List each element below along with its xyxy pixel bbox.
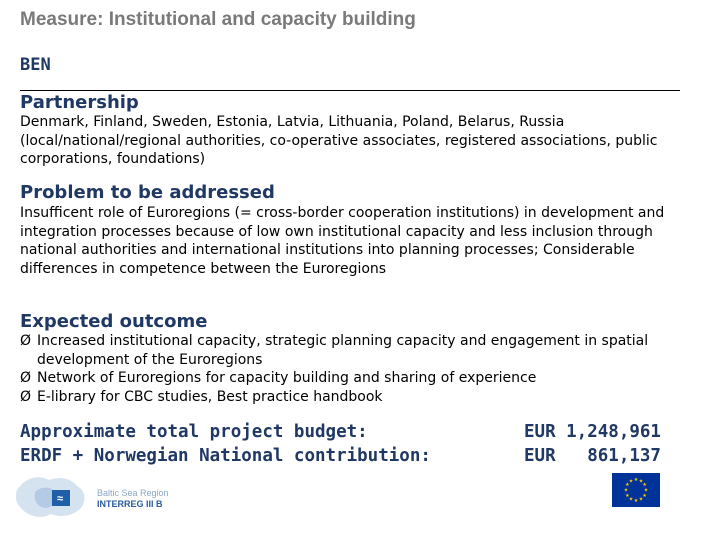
interreg-logo (15, 470, 169, 525)
budget-labels (20, 420, 431, 468)
section-code: BEN (20, 55, 51, 75)
svg-text:★: ★ (633, 477, 639, 483)
outcome-heading: Expected outcome (20, 311, 208, 332)
outcome-item: Ø Increased institutional capacity, strategic planning capacity and engagement in spatial development of the Euroregions (20, 333, 649, 368)
budget-amounts (524, 420, 661, 468)
erdf-contribution-amount: EUR 861,137 (524, 446, 661, 466)
svg-text:★: ★ (628, 478, 634, 485)
svg-text:★: ★ (642, 493, 647, 499)
partnership-heading: Partnership (20, 92, 139, 113)
arrow-bullet-icon: Ø (20, 370, 32, 386)
svg-text:★: ★ (638, 478, 644, 485)
problem-text: Insufficent role of Euroregions (= cross-border cooperation institutions) in development and integration processes because of low own institutional capacity and less inclusion through national authorities and international institutions into planning processes; Considerable differences in competence between the Euroregions (20, 205, 665, 277)
outcome-item: Ø E-library for CBC studies, Best practice handbook (20, 388, 383, 405)
svg-text:★: ★ (628, 496, 634, 503)
svg-text:★: ★ (625, 493, 630, 499)
total-budget-label: Approximate total project budget: (20, 422, 368, 442)
erdf-contribution-label: ERDF + Norwegian National contribution: (20, 446, 431, 466)
svg-text:★: ★ (625, 482, 630, 488)
outcome-item: Ø Network of Euroregions for capacity building and sharing of experience (20, 370, 537, 386)
partnership-text: Denmark, Finland, Sweden, Estonia, Latvia, Lithuania, Poland, Belarus, Russia (local/national/regional authorities, co-operative associates, registered associations, public corporations, foundations) (20, 114, 658, 167)
svg-text:★: ★ (643, 487, 649, 494)
outcome-list (20, 332, 710, 406)
svg-text:★: ★ (623, 487, 629, 494)
logo-line-2: INTERREG III B (97, 499, 163, 509)
total-budget-amount: EUR 1,248,961 (524, 422, 661, 442)
arrow-bullet-icon: Ø (20, 333, 32, 349)
eu-flag-icon (612, 473, 660, 507)
svg-text:★: ★ (638, 496, 644, 503)
logo-line-1: Baltic Sea Region (97, 488, 169, 498)
svg-text:≈: ≈ (57, 493, 64, 505)
measure-title: Measure: Institutional and capacity building (20, 9, 416, 30)
divider-line (20, 90, 680, 91)
arrow-bullet-icon: Ø (20, 388, 32, 405)
problem-heading: Problem to be addressed (20, 182, 275, 203)
svg-text:★: ★ (642, 482, 647, 488)
svg-text:★: ★ (633, 498, 639, 504)
